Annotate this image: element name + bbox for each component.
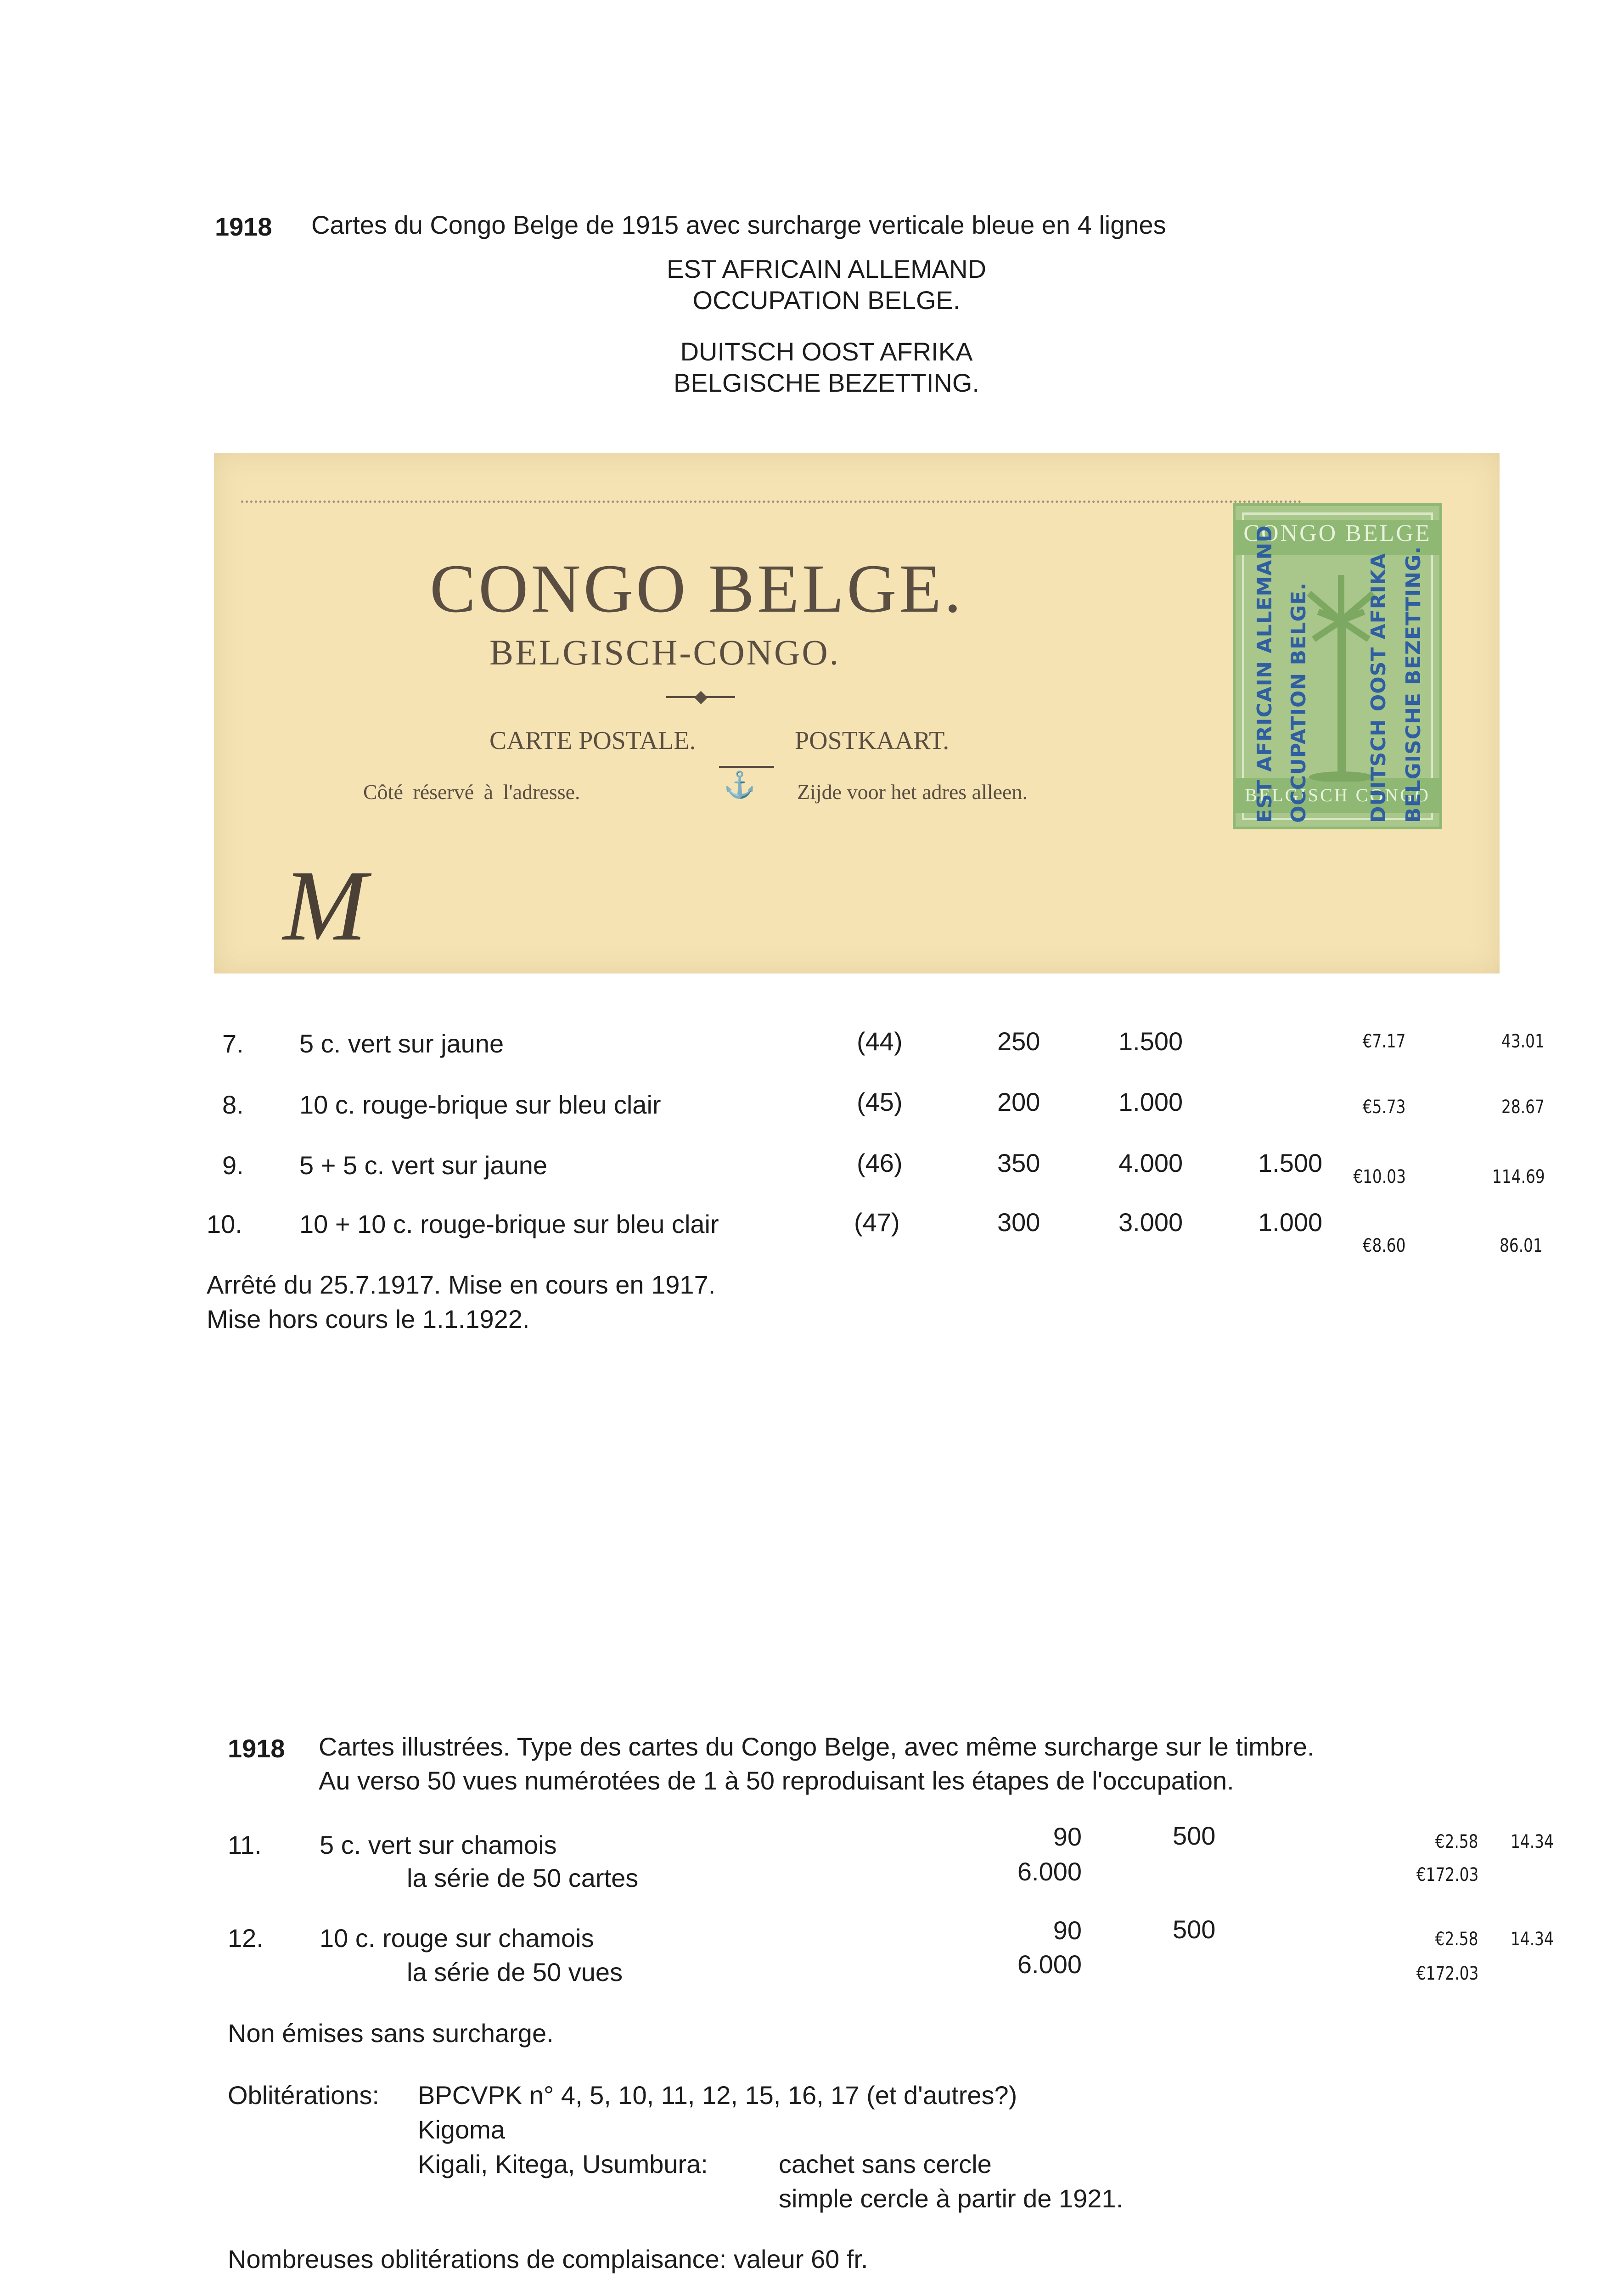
row-value-3: 1.500 bbox=[1258, 1148, 1323, 1177]
side-address-nl: Zijde voor het adres alleen. bbox=[797, 780, 1028, 804]
oblit-line3-label: Kigali, Kitega, Usumbura: bbox=[418, 2150, 708, 2178]
row-value-1: 300 bbox=[997, 1208, 1040, 1237]
row-number: 12. bbox=[228, 1924, 264, 1953]
side-address-fr: Côté réservé à l'adresse. bbox=[363, 780, 580, 804]
row-value-1b: 6.000 bbox=[1017, 1857, 1082, 1886]
address-line bbox=[241, 501, 1302, 503]
section1-year: 1918 bbox=[215, 212, 272, 241]
row-value-2: 1.000 bbox=[1118, 1087, 1183, 1116]
oblit-line4: simple cercle à partir de 1921. bbox=[779, 2184, 1124, 2213]
row-description: 5 + 5 c. vert sur jaune bbox=[299, 1151, 548, 1180]
section2-year: 1918 bbox=[228, 1734, 285, 1763]
row-reference: (45) bbox=[857, 1087, 903, 1116]
overprinted-stamp bbox=[1233, 503, 1442, 829]
overprint-line-4: BELGISCHE BEZETTING. bbox=[674, 368, 979, 397]
section2-heading-line1: Cartes illustrées. Type des cartes du Congo Belge, avec même surcharge sur le timbre. bbox=[319, 1732, 1315, 1761]
row-subdescription: la série de 50 cartes bbox=[407, 1863, 639, 1892]
row-reference: (46) bbox=[857, 1148, 903, 1177]
stamp-bottom-text: BELGISCH CONGO bbox=[1236, 778, 1439, 813]
row-euro: €2.58 bbox=[1435, 1831, 1478, 1852]
postcard-subtitle: BELGISCH-CONGO. bbox=[489, 632, 841, 672]
section2-heading-line2: Au verso 50 vues numérotées de 1 à 50 reproduisant les étapes de l'occupation. bbox=[319, 1766, 1234, 1795]
oblit-line3-value: cachet sans cercle bbox=[779, 2150, 992, 2178]
row-value-2: 500 bbox=[1173, 1821, 1216, 1850]
row-number: 7. bbox=[222, 1029, 244, 1058]
row-value-1: 90 bbox=[1053, 1822, 1082, 1851]
row-value-2: 1.500 bbox=[1118, 1027, 1183, 1056]
postcard-title: CONGO BELGE. bbox=[430, 551, 964, 627]
row-value-2: 500 bbox=[1173, 1915, 1216, 1944]
row-reference: (44) bbox=[857, 1027, 903, 1056]
row-description: 10 + 10 c. rouge-brique sur bleu clair bbox=[299, 1210, 719, 1238]
stamp-overprint-4: BELGISCHE BEZETTING. bbox=[1402, 546, 1425, 823]
row-euro: €2.58 bbox=[1435, 1929, 1478, 1950]
stamp-overprint-2: OCCUPATION BELGE. bbox=[1287, 582, 1310, 823]
row-reference: (47) bbox=[854, 1208, 900, 1237]
divider-short bbox=[719, 766, 774, 768]
row-description: 5 c. vert sur chamois bbox=[320, 1830, 557, 1859]
row-euro-series: €172.03 bbox=[1416, 1963, 1478, 1984]
row-description: 5 c. vert sur jaune bbox=[299, 1029, 504, 1058]
overprint-line-1: EST AFRICAIN ALLEMAND bbox=[666, 254, 987, 283]
row-euro-value: 14.34 bbox=[1511, 1929, 1554, 1950]
row-euro-series: €172.03 bbox=[1416, 1864, 1478, 1885]
row-number: 8. bbox=[222, 1090, 244, 1119]
row-euro-value: 86.01 bbox=[1500, 1235, 1543, 1256]
row-euro: €8.60 bbox=[1363, 1235, 1406, 1256]
row-number: 11. bbox=[228, 1830, 262, 1859]
anchor-ornament-icon: ⚓ bbox=[724, 771, 756, 799]
row-value-2: 3.000 bbox=[1118, 1208, 1183, 1237]
stamp-overprint-1: EST AFRICAIN ALLEMAND bbox=[1253, 525, 1276, 823]
note1-line1: Arrêté du 25.7.1917. Mise en cours en 1917. bbox=[207, 1270, 716, 1299]
note1-line2: Mise hors cours le 1.1.1922. bbox=[207, 1305, 530, 1334]
row-value-1: 250 bbox=[997, 1027, 1040, 1056]
postkaart-label: POSTKAART. bbox=[795, 726, 950, 755]
row-value-1: 90 bbox=[1053, 1916, 1082, 1945]
row-euro-value: 114.69 bbox=[1492, 1166, 1545, 1187]
row-number: 10. bbox=[207, 1210, 242, 1238]
row-description: 10 c. rouge sur chamois bbox=[320, 1924, 594, 1953]
ornament-icon: ◆ bbox=[694, 687, 708, 706]
row-value-1: 350 bbox=[997, 1148, 1040, 1177]
stamp-top-text: CONGO BELGE bbox=[1236, 520, 1439, 555]
row-value-2: 4.000 bbox=[1118, 1148, 1183, 1177]
note2: Non émises sans surcharge. bbox=[228, 2019, 554, 2048]
oblit-label: Oblitérations: bbox=[228, 2081, 379, 2110]
row-euro: €10.03 bbox=[1353, 1166, 1406, 1187]
note3: Nombreuses oblitérations de complaisance: valeur 60 fr. bbox=[228, 2245, 868, 2273]
overprint-line-2: OCCUPATION BELGE. bbox=[692, 286, 961, 315]
postcard-image bbox=[214, 453, 1500, 974]
row-value-1b: 6.000 bbox=[1017, 1950, 1082, 1979]
row-euro: €5.73 bbox=[1363, 1097, 1406, 1118]
row-number: 9. bbox=[222, 1151, 244, 1180]
oblit-line1: BPCVPK n° 4, 5, 10, 11, 12, 15, 16, 17 (et d'autres?) bbox=[418, 2081, 1017, 2110]
row-euro: €7.17 bbox=[1363, 1031, 1406, 1052]
row-euro-value: 28.67 bbox=[1501, 1097, 1545, 1118]
carte-postale-label: CARTE POSTALE. bbox=[489, 726, 696, 755]
section1-heading: Cartes du Congo Belge de 1915 avec surcharge verticale bleue en 4 lignes bbox=[311, 210, 1166, 239]
oblit-line2: Kigoma bbox=[418, 2115, 505, 2144]
row-subdescription: la série de 50 vues bbox=[407, 1958, 623, 1986]
row-value-1: 200 bbox=[997, 1087, 1040, 1116]
row-value-3: 1.000 bbox=[1258, 1208, 1323, 1237]
row-euro-value: 43.01 bbox=[1501, 1031, 1545, 1052]
salutation-m: M bbox=[283, 850, 367, 962]
row-description: 10 c. rouge-brique sur bleu clair bbox=[299, 1090, 661, 1119]
row-euro-value: 14.34 bbox=[1511, 1831, 1554, 1852]
stamp-overprint-3: DUITSCH OOST AFRIKA bbox=[1367, 552, 1390, 823]
overprint-line-3: DUITSCH OOST AFRIKA bbox=[680, 337, 973, 366]
